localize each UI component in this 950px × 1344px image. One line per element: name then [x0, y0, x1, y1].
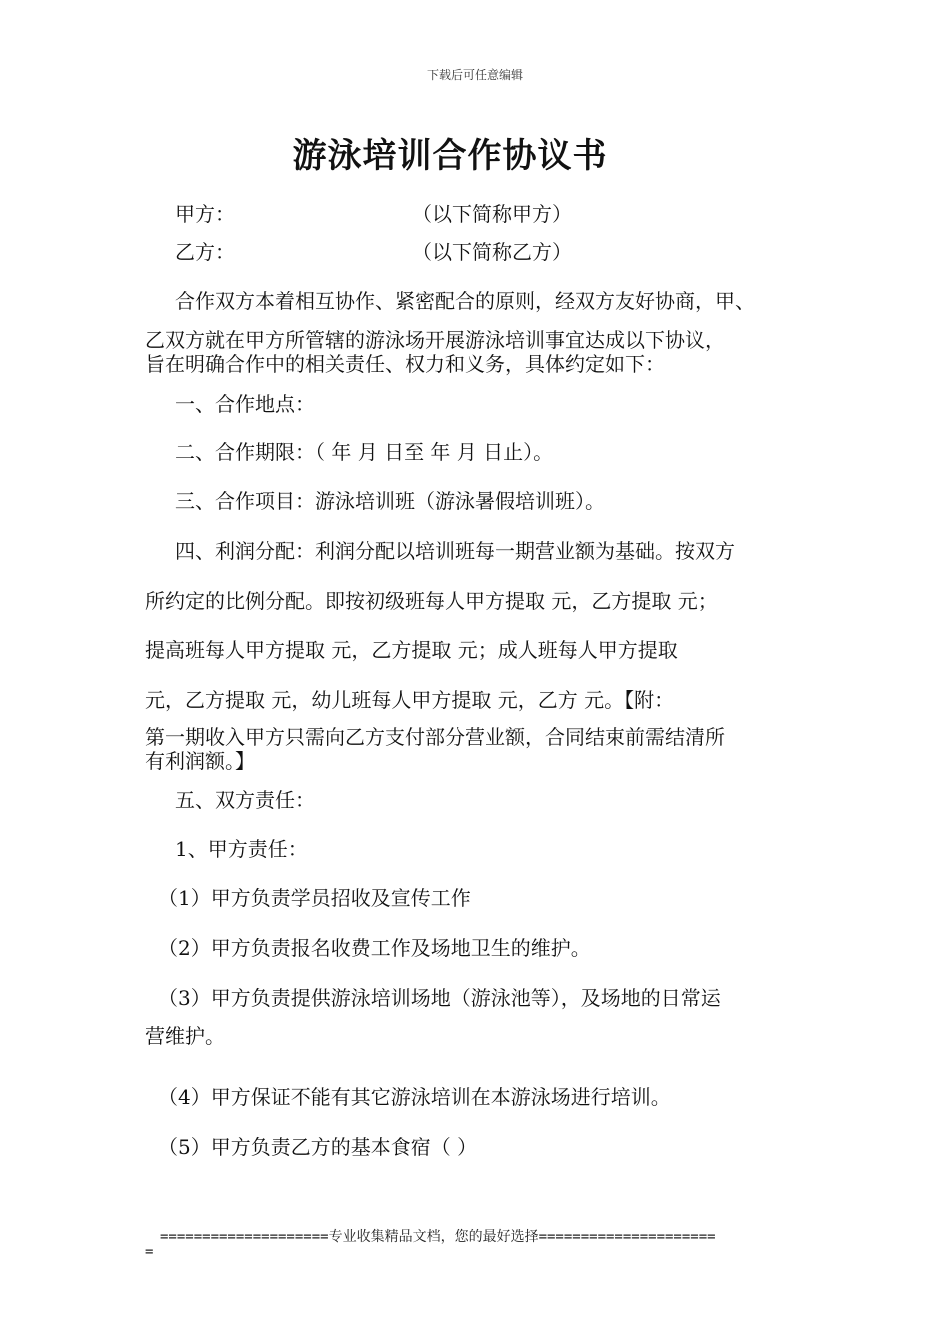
- item-5: （5）甲方负责乙方的基本食宿（ ）: [158, 1135, 478, 1159]
- item-2: （2）甲方负责报名收费工作及场地卫生的维护。: [158, 936, 591, 960]
- section-profit-line-5: 第一期收入甲方只需向乙方支付部分营业额，合同结束前需结清所: [145, 725, 725, 749]
- footer-line-2: =: [145, 1244, 154, 1260]
- footer-line-1: ====================专业收集精品文档，您的最好选择=====================: [160, 1229, 716, 1245]
- page-header: 下载后可任意编辑: [426, 68, 523, 82]
- intro-line-3: 旨在明确合作中的相关责任、权力和义务，具体约定如下：: [145, 352, 665, 376]
- section-profit-line-2: 所约定的比例分配。即按初级班每人甲方提取 元，乙方提取 元；: [145, 589, 718, 613]
- section-location: 一、合作地点：: [175, 392, 315, 416]
- party-b-note: （以下简称乙方）: [412, 240, 572, 264]
- item-1: （1）甲方负责学员招收及宣传工作: [158, 886, 471, 910]
- party-a-label: 甲方：: [175, 202, 235, 226]
- intro-line-2: 乙双方就在甲方所管辖的游泳场开展游泳培训事宜达成以下协议，: [145, 328, 725, 352]
- section-responsibilities: 五、双方责任：: [175, 788, 315, 812]
- section-profit-line-1: 四、利润分配：利润分配以培训班每一期营业额为基础。按双方: [175, 539, 735, 563]
- section-project: 三、合作项目：游泳培训班（游泳暑假培训班）。: [175, 489, 605, 513]
- section-profit-line-4: 元，乙方提取 元，幼儿班每人甲方提取 元，乙方 元。【附：: [145, 688, 675, 712]
- section-term: 二、合作期限：（ 年 月 日至 年 月 日止）。: [175, 440, 554, 464]
- item-3-line-2: 营维护。: [145, 1024, 225, 1048]
- section-profit-line-3: 提高班每人甲方提取 元，乙方提取 元；成人班每人甲方提取: [145, 638, 678, 662]
- party-b-label: 乙方：: [175, 240, 235, 264]
- item-4: （4）甲方保证不能有其它游泳培训在本游泳场进行培训。: [158, 1085, 671, 1109]
- item-3-line-1: （3）甲方负责提供游泳培训场地（游泳池等），及场地的日常运: [158, 986, 721, 1010]
- document-title: 游泳培训合作协议书: [292, 136, 608, 176]
- party-a-note: （以下简称甲方）: [412, 202, 572, 226]
- intro-line-1: 合作双方本着相互协作、紧密配合的原则，经双方友好协商，甲、: [175, 289, 755, 313]
- subsection-party-a: 1、甲方责任：: [175, 837, 308, 861]
- section-profit-line-6: 有利润额。】: [145, 749, 255, 773]
